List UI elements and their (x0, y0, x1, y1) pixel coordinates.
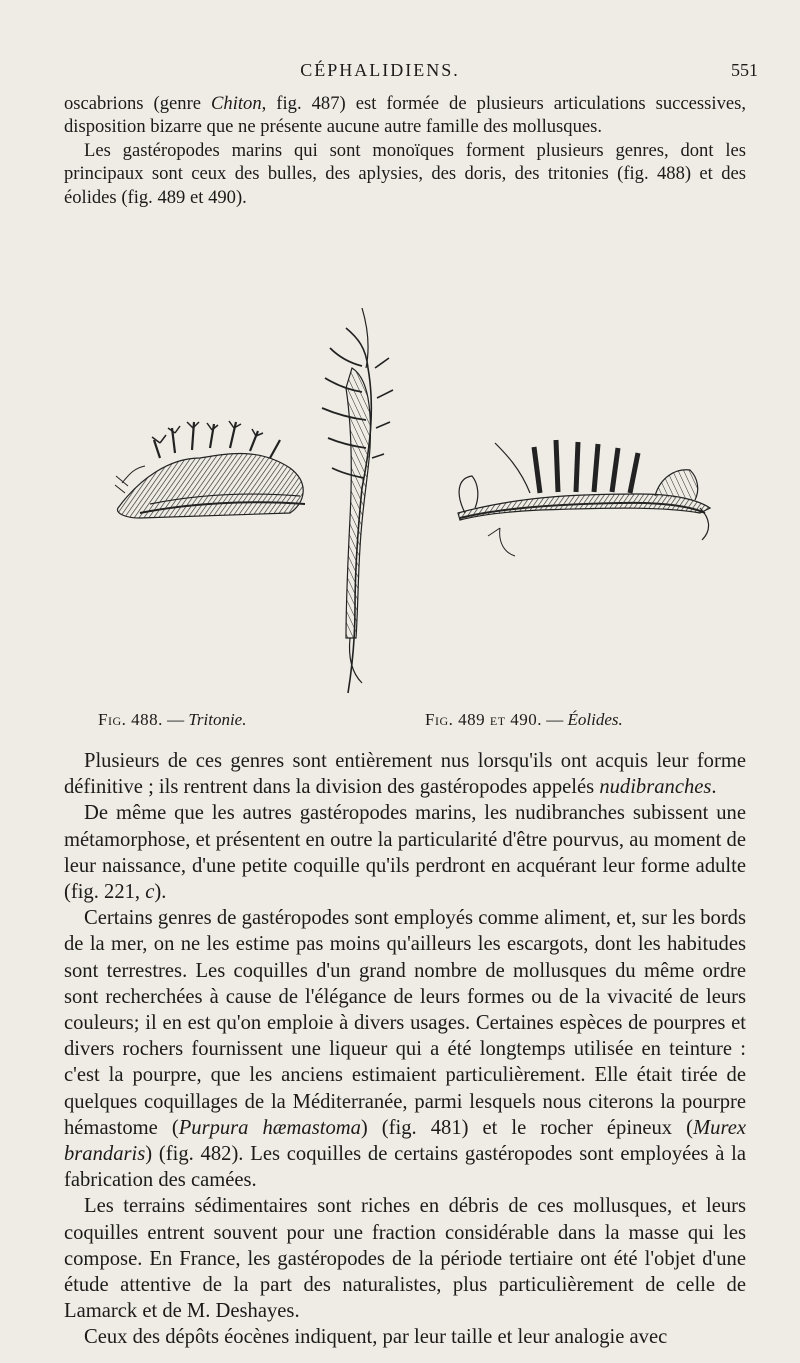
caption-fig-489-490: Fig. 489 et 490. — Éolides. (425, 710, 623, 729)
running-head: CÉPHALIDIENS. (300, 60, 460, 80)
figure-illustrations (100, 308, 730, 700)
eolids-engraving (458, 440, 710, 556)
body-text (64, 748, 746, 1351)
page-header (0, 60, 800, 90)
paragraph-nudibranches: Plusieurs de ces genres sont entièrement nus lorsqu'ils ont acquis leur forme définitive ; ils rentrent dans la division des gastéropodes appelés nudibranches. (64, 750, 746, 799)
paragraph-monoiques: Les gastéropodes marins qui sont monoïques forment plusieurs genres, dont les principaux sont ceux des bulles, des aplysies, des doris, des tritonies (fig. 488) et des éolides (fig. 489 et 490). (64, 139, 746, 208)
top-text (64, 92, 746, 209)
paragraph-chiton: oscabrions (genre Chiton, fig. 487) est formée de plusieurs articulations successives, disposition bizarre que ne présente aucune autre famille des mollusques. (64, 93, 747, 138)
paragraph-eocenes: Ceux des dépôts éocènes indiquent, par leur taille et leur analogie avec (84, 1326, 668, 1349)
caption-fig-488: Fig. 488. — Tritonie. (98, 710, 247, 729)
engraving-illustration (100, 308, 730, 700)
paragraph-metamorphose: De même que les autres gastéropodes marins, les nudibranches subissent une métamorphose, et présentent en outre la particularité d'être pourvus, au moment de leur naissance, d'une petite coquille qu'ils perdront en acquérant leur forme adulte (fig. 221, c). (64, 802, 746, 904)
tritonia-engraving (115, 421, 305, 518)
paragraph-aliment-pourpre: Certains genres de gastéropodes sont employés comme aliment, et, sur les bords de la mer, on ne les estime pas moins qu'ailleurs les escargots, dont les habitudes sont terrestres. Les coquilles d'un grand nombre de mollusques du même ordre sont recherchées à cause de l'élégance de leurs formes ou de la vivacité de leurs couleurs; il en est qu'on emploie à divers usages. Certaines espèces de pourpres et divers rochers fournissent une liqueur qui a été longtemps utilisée en teinture : c'est la pourpre, que les anciens estimaient particulièrement. Elle était tirée de quelques coquillages de la Méditerranée, parmi lesquels nous citerons la pourpre hémastome (Purpura hæmastoma) (fig. 481) et le rocher épineux (Murex brandaris) (fig. 482). Les coquilles de certains gastéropodes sont employées à la fabrication des camées. (64, 907, 746, 1192)
central-specimen-engraving (322, 308, 393, 693)
paragraph-terrains: Les terrains sédimentaires sont riches en débris de ces mollusques, et leurs coquilles entrent souvent pour une fraction considérable dans la masse qui les compose. En France, les gastéropodes de la période tertiaire ont été l'objet d'une étude attentive de la part des naturalistes, plus particulièrement de celle de Lamarck et de M. Deshayes. (64, 1195, 746, 1323)
page-number: 551 (731, 60, 758, 80)
